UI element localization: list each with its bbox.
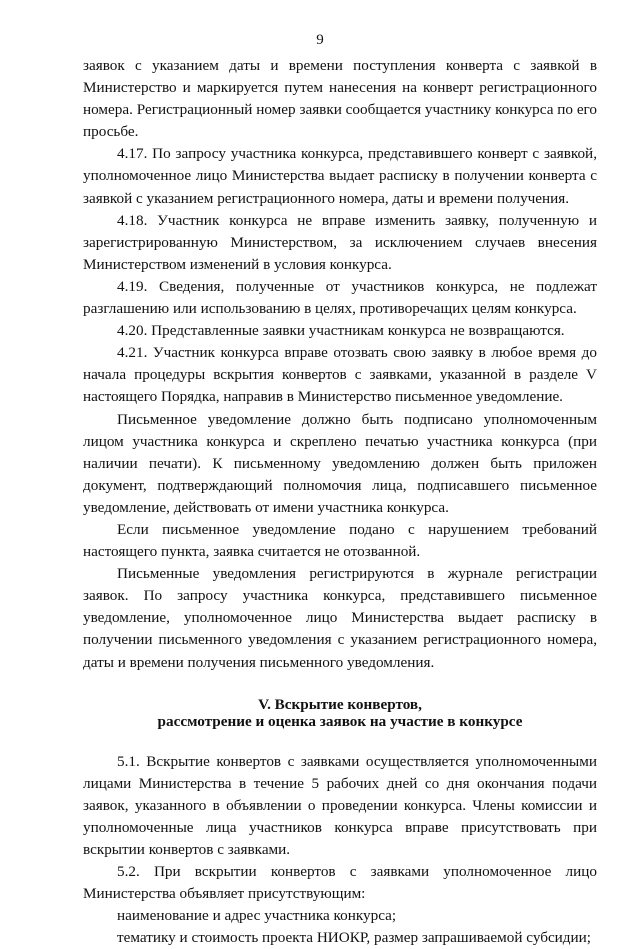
- paragraph-5-1: 5.1. Вскрытие конвертов с заявками осуществляется уполномоченными лицами Министерства в течение 5 рабочих дней со дня окончания подачи заявок, указанного в объявлении о проведении конкурса. Члены комиссии и уполномоченные лица участников конкурса вправе присутствовать при вскрытии конвертов с заявками.: [83, 752, 597, 858]
- list-item-participant-name: наименование и адрес участника конкурса;: [117, 907, 397, 925]
- paragraph-4-19: 4.19. Сведения, полученные от участников конкурса, не подлежат разглашению или использованию в целях, противоречащих целям конкурса.: [83, 277, 597, 318]
- paragraph-notice-violation: Если письменное уведомление подано с нарушением требований настоящего пункта, заявка считается не отозванной.: [83, 520, 597, 561]
- paragraph-notice-signature: Письменное уведомление должно быть подписано уполномоченным лицом участника конкурса и скреплено печатью участника конкурса (при наличии печати). К письменному уведомлению должен быть приложен документ, подтверждающий полномочия лица, подписавшего письменное уведомление, действовать от имени участника конкурса.: [83, 410, 597, 516]
- paragraph-4-18: 4.18. Участник конкурса не вправе изменить заявку, полученную и зарегистрированную Министерством, за исключением случаев внесения Министерством изменений в условия конкурса.: [83, 211, 597, 273]
- paragraph-continuation: заявок с указанием даты и времени поступления конверта с заявкой в Министерство и маркируется путем нанесения на конверт регистрационного номера. Регистрационный номер заявки сообщается участнику конкурса по его просьбе.: [83, 57, 597, 141]
- paragraph-notice-registration: Письменные уведомления регистрируются в журнале регистрации заявок. По запросу участника конкурса, представившего письменное уведомление, уполномоченное лицо Министерства выдает расписку в получении письменного уведомления с указанием регистрационного номера, даты и времени получения письменного уведомления.: [83, 565, 597, 671]
- paragraph-5-2: 5.2. При вскрытии конвертов с заявками уполномоченное лицо Министерства объявляет присутствующим:: [83, 863, 597, 903]
- section-heading-line-1: V. Вскрытие конвертов,: [258, 695, 422, 713]
- document-body: [83, 55, 597, 949]
- section-heading-line-2: рассмотрение и оценка заявок на участие в конкурсе: [157, 712, 523, 730]
- page-number: 9: [316, 32, 324, 48]
- paragraph-4-20: 4.20. Представленные заявки участникам конкурса не возвращаются.: [117, 322, 565, 340]
- paragraph-4-21: 4.21. Участник конкурса вправе отозвать свою заявку в любое время до начала процедуры вскрытия конвертов с заявками, указанной в разделе V настоящего Порядка, направив в Министерство письменное уведомление.: [83, 344, 597, 406]
- paragraph-4-17: 4.17. По запросу участника конкурса, представившего конверт с заявкой, уполномоченное лицо Министерства выдает расписку в получении конверта с заявкой с указанием регистрационного номера, даты и времени получения.: [83, 145, 597, 207]
- list-item-project-topic: тематику и стоимость проекта НИОКР, размер запрашиваемой субсидии;: [117, 929, 592, 947]
- section-heading: [83, 696, 597, 730]
